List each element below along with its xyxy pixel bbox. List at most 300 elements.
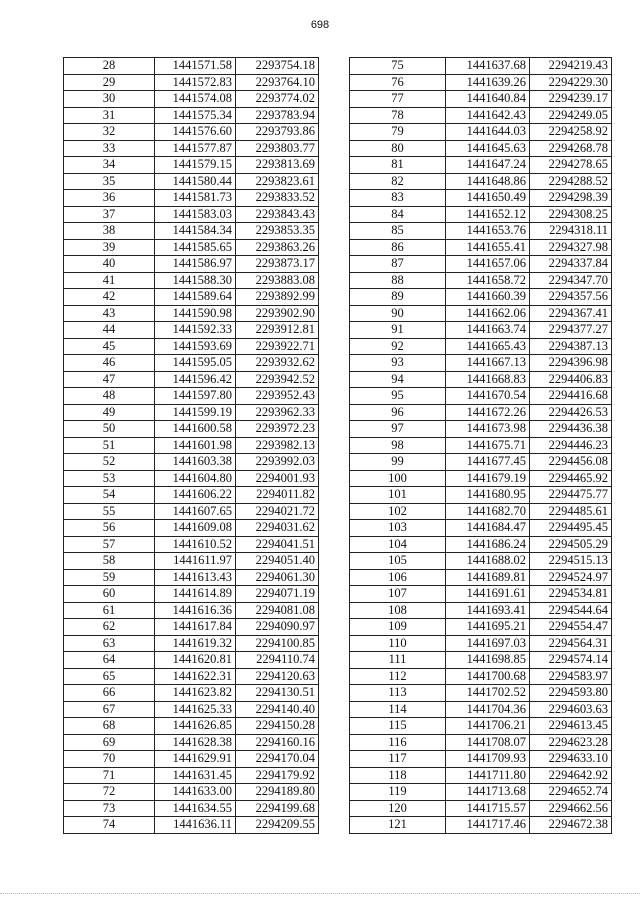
- y-coordinate-cell: 2294140.40: [236, 701, 319, 718]
- table-row: [350, 157, 612, 174]
- x-coordinate-cell: 1441662.06: [446, 305, 530, 322]
- point-number-cell: 38: [64, 223, 155, 240]
- y-coordinate-cell: 2294662.56: [530, 800, 612, 817]
- point-number-cell: 55: [64, 503, 155, 520]
- x-coordinate-cell: 1441599.19: [155, 404, 236, 421]
- y-coordinate-cell: 2294021.72: [236, 503, 319, 520]
- table-row: [350, 817, 612, 834]
- x-coordinate-cell: 1441590.98: [155, 305, 236, 322]
- x-coordinate-cell: 1441580.44: [155, 173, 236, 190]
- y-coordinate-cell: 2294179.92: [236, 767, 319, 784]
- point-number-cell: 74: [64, 817, 155, 834]
- table-row: [350, 256, 612, 273]
- point-number-cell: 109: [350, 619, 446, 636]
- table-row: [350, 800, 612, 817]
- point-number-cell: 87: [350, 256, 446, 273]
- y-coordinate-cell: 2294347.70: [530, 272, 612, 289]
- point-number-cell: 60: [64, 586, 155, 603]
- y-coordinate-cell: 2294209.55: [236, 817, 319, 834]
- x-coordinate-cell: 1441617.84: [155, 619, 236, 636]
- y-coordinate-cell: 2293873.17: [236, 256, 319, 273]
- table-row: [350, 536, 612, 553]
- y-coordinate-cell: 2294061.30: [236, 569, 319, 586]
- table-row: [64, 322, 319, 339]
- table-row: [350, 470, 612, 487]
- page-bottom-divider: [0, 893, 640, 894]
- y-coordinate-cell: 2294051.40: [236, 553, 319, 570]
- x-coordinate-cell: 1441589.64: [155, 289, 236, 306]
- x-coordinate-cell: 1441623.82: [155, 685, 236, 702]
- table-row: [64, 685, 319, 702]
- point-number-cell: 83: [350, 190, 446, 207]
- table-row: [350, 784, 612, 801]
- table-row: [64, 454, 319, 471]
- table-row: [350, 520, 612, 537]
- y-coordinate-cell: 2294377.27: [530, 322, 612, 339]
- point-number-cell: 92: [350, 338, 446, 355]
- table-row: [350, 668, 612, 685]
- y-coordinate-cell: 2294642.92: [530, 767, 612, 784]
- table-row: [64, 173, 319, 190]
- y-coordinate-cell: 2294456.08: [530, 454, 612, 471]
- point-number-cell: 90: [350, 305, 446, 322]
- y-coordinate-cell: 2293764.10: [236, 74, 319, 91]
- x-coordinate-cell: 1441684.47: [446, 520, 530, 537]
- y-coordinate-cell: 2294278.65: [530, 157, 612, 174]
- x-coordinate-cell: 1441597.80: [155, 388, 236, 405]
- table-row: [64, 289, 319, 306]
- point-number-cell: 101: [350, 487, 446, 504]
- x-coordinate-cell: 1441691.61: [446, 586, 530, 603]
- table-row: [350, 388, 612, 405]
- table-row: [350, 487, 612, 504]
- table-row: [64, 718, 319, 735]
- table-row: [350, 586, 612, 603]
- table-row: [350, 272, 612, 289]
- x-coordinate-cell: 1441583.03: [155, 206, 236, 223]
- x-coordinate-cell: 1441709.93: [446, 751, 530, 768]
- point-number-cell: 99: [350, 454, 446, 471]
- point-number-cell: 96: [350, 404, 446, 421]
- table-row: [350, 305, 612, 322]
- point-number-cell: 58: [64, 553, 155, 570]
- point-number-cell: 76: [350, 74, 446, 91]
- point-number-cell: 105: [350, 553, 446, 570]
- x-coordinate-cell: 1441702.52: [446, 685, 530, 702]
- x-coordinate-cell: 1441610.52: [155, 536, 236, 553]
- y-coordinate-cell: 2294357.56: [530, 289, 612, 306]
- x-coordinate-cell: 1441606.22: [155, 487, 236, 504]
- x-coordinate-cell: 1441626.85: [155, 718, 236, 735]
- point-number-cell: 85: [350, 223, 446, 240]
- x-coordinate-cell: 1441672.26: [446, 404, 530, 421]
- y-coordinate-cell: 2294554.47: [530, 619, 612, 636]
- table-row: [64, 107, 319, 124]
- y-coordinate-cell: 2294524.97: [530, 569, 612, 586]
- point-number-cell: 31: [64, 107, 155, 124]
- table-row: [350, 239, 612, 256]
- y-coordinate-cell: 2294475.77: [530, 487, 612, 504]
- y-coordinate-cell: 2293992.03: [236, 454, 319, 471]
- y-coordinate-cell: 2293902.90: [236, 305, 319, 322]
- y-coordinate-cell: 2293774.02: [236, 91, 319, 108]
- table-row: [64, 74, 319, 91]
- x-coordinate-cell: 1441574.08: [155, 91, 236, 108]
- y-coordinate-cell: 2294367.41: [530, 305, 612, 322]
- y-coordinate-cell: 2294001.93: [236, 470, 319, 487]
- table-row: [64, 371, 319, 388]
- table-row: [64, 553, 319, 570]
- x-coordinate-cell: 1441636.11: [155, 817, 236, 834]
- x-coordinate-cell: 1441592.33: [155, 322, 236, 339]
- point-number-cell: 120: [350, 800, 446, 817]
- x-coordinate-cell: 1441576.60: [155, 124, 236, 141]
- table-row: [64, 520, 319, 537]
- x-coordinate-cell: 1441655.41: [446, 239, 530, 256]
- x-coordinate-cell: 1441670.54: [446, 388, 530, 405]
- point-number-cell: 33: [64, 140, 155, 157]
- x-coordinate-cell: 1441631.45: [155, 767, 236, 784]
- table-row: [64, 190, 319, 207]
- point-number-cell: 100: [350, 470, 446, 487]
- point-number-cell: 118: [350, 767, 446, 784]
- x-coordinate-cell: 1441622.31: [155, 668, 236, 685]
- x-coordinate-cell: 1441700.68: [446, 668, 530, 685]
- table-row: [350, 322, 612, 339]
- y-coordinate-cell: 2293754.18: [236, 58, 319, 75]
- point-number-cell: 62: [64, 619, 155, 636]
- table-row: [64, 619, 319, 636]
- point-number-cell: 44: [64, 322, 155, 339]
- point-number-cell: 115: [350, 718, 446, 735]
- table-row: [350, 701, 612, 718]
- x-coordinate-cell: 1441604.80: [155, 470, 236, 487]
- y-coordinate-cell: 2293892.99: [236, 289, 319, 306]
- x-coordinate-cell: 1441708.07: [446, 734, 530, 751]
- x-coordinate-cell: 1441577.87: [155, 140, 236, 157]
- point-number-cell: 35: [64, 173, 155, 190]
- y-coordinate-cell: 2293942.52: [236, 371, 319, 388]
- y-coordinate-cell: 2293843.43: [236, 206, 319, 223]
- point-number-cell: 84: [350, 206, 446, 223]
- point-number-cell: 75: [350, 58, 446, 75]
- y-coordinate-cell: 2294613.45: [530, 718, 612, 735]
- table-row: [350, 74, 612, 91]
- y-coordinate-cell: 2294110.74: [236, 652, 319, 669]
- y-coordinate-cell: 2294041.51: [236, 536, 319, 553]
- coordinates-table-left: [63, 57, 319, 834]
- x-coordinate-cell: 1441600.58: [155, 421, 236, 438]
- point-number-cell: 63: [64, 635, 155, 652]
- point-number-cell: 46: [64, 355, 155, 372]
- x-coordinate-cell: 1441682.70: [446, 503, 530, 520]
- y-coordinate-cell: 2294229.30: [530, 74, 612, 91]
- y-coordinate-cell: 2294446.23: [530, 437, 612, 454]
- table-row: [350, 767, 612, 784]
- y-coordinate-cell: 2294268.78: [530, 140, 612, 157]
- y-coordinate-cell: 2293962.33: [236, 404, 319, 421]
- y-coordinate-cell: 2294288.52: [530, 173, 612, 190]
- table-row: [64, 140, 319, 157]
- y-coordinate-cell: 2294318.11: [530, 223, 612, 240]
- x-coordinate-cell: 1441634.55: [155, 800, 236, 817]
- point-number-cell: 86: [350, 239, 446, 256]
- y-coordinate-cell: 2294071.19: [236, 586, 319, 603]
- y-coordinate-cell: 2294465.92: [530, 470, 612, 487]
- table-row: [64, 503, 319, 520]
- x-coordinate-cell: 1441585.65: [155, 239, 236, 256]
- table-row: [350, 107, 612, 124]
- table-row: [350, 421, 612, 438]
- y-coordinate-cell: 2294150.28: [236, 718, 319, 735]
- y-coordinate-cell: 2294603.63: [530, 701, 612, 718]
- y-coordinate-cell: 2294298.39: [530, 190, 612, 207]
- coordinates-table-right: [349, 57, 612, 834]
- y-coordinate-cell: 2294249.05: [530, 107, 612, 124]
- table-row: [64, 223, 319, 240]
- y-coordinate-cell: 2294219.43: [530, 58, 612, 75]
- x-coordinate-cell: 1441596.42: [155, 371, 236, 388]
- y-coordinate-cell: 2294495.45: [530, 520, 612, 537]
- point-number-cell: 39: [64, 239, 155, 256]
- y-coordinate-cell: 2293982.13: [236, 437, 319, 454]
- x-coordinate-cell: 1441715.57: [446, 800, 530, 817]
- x-coordinate-cell: 1441611.97: [155, 553, 236, 570]
- y-coordinate-cell: 2294160.16: [236, 734, 319, 751]
- table-row: [64, 602, 319, 619]
- x-coordinate-cell: 1441625.33: [155, 701, 236, 718]
- table-row: [64, 404, 319, 421]
- y-coordinate-cell: 2294406.83: [530, 371, 612, 388]
- point-number-cell: 102: [350, 503, 446, 520]
- y-coordinate-cell: 2294081.08: [236, 602, 319, 619]
- point-number-cell: 69: [64, 734, 155, 751]
- y-coordinate-cell: 2293972.23: [236, 421, 319, 438]
- point-number-cell: 34: [64, 157, 155, 174]
- x-coordinate-cell: 1441584.34: [155, 223, 236, 240]
- x-coordinate-cell: 1441657.06: [446, 256, 530, 273]
- y-coordinate-cell: 2294574.14: [530, 652, 612, 669]
- point-number-cell: 116: [350, 734, 446, 751]
- x-coordinate-cell: 1441717.46: [446, 817, 530, 834]
- table-row: [64, 668, 319, 685]
- table-row: [64, 817, 319, 834]
- table-row: [350, 124, 612, 141]
- y-coordinate-cell: 2294672.38: [530, 817, 612, 834]
- x-coordinate-cell: 1441640.84: [446, 91, 530, 108]
- point-number-cell: 32: [64, 124, 155, 141]
- y-coordinate-cell: 2293932.62: [236, 355, 319, 372]
- point-number-cell: 37: [64, 206, 155, 223]
- table-row: [64, 124, 319, 141]
- point-number-cell: 110: [350, 635, 446, 652]
- point-number-cell: 94: [350, 371, 446, 388]
- y-coordinate-cell: 2294583.97: [530, 668, 612, 685]
- point-number-cell: 48: [64, 388, 155, 405]
- table-row: [64, 652, 319, 669]
- x-coordinate-cell: 1441704.36: [446, 701, 530, 718]
- y-coordinate-cell: 2294199.68: [236, 800, 319, 817]
- table-row: [64, 58, 319, 75]
- table-row: [350, 371, 612, 388]
- table-row: [350, 619, 612, 636]
- x-coordinate-cell: 1441697.03: [446, 635, 530, 652]
- table-row: [350, 454, 612, 471]
- y-coordinate-cell: 2294396.98: [530, 355, 612, 372]
- table-row: [64, 256, 319, 273]
- table-row: [350, 685, 612, 702]
- table-row: [64, 569, 319, 586]
- table-row: [350, 140, 612, 157]
- point-number-cell: 114: [350, 701, 446, 718]
- y-coordinate-cell: 2293912.81: [236, 322, 319, 339]
- x-coordinate-cell: 1441665.43: [446, 338, 530, 355]
- table-row: [350, 223, 612, 240]
- x-coordinate-cell: 1441579.15: [155, 157, 236, 174]
- table-row: [350, 751, 612, 768]
- y-coordinate-cell: 2293793.86: [236, 124, 319, 141]
- y-coordinate-cell: 2294416.68: [530, 388, 612, 405]
- table-row: [64, 487, 319, 504]
- point-number-cell: 121: [350, 817, 446, 834]
- x-coordinate-cell: 1441603.38: [155, 454, 236, 471]
- y-coordinate-cell: 2294623.28: [530, 734, 612, 751]
- x-coordinate-cell: 1441593.69: [155, 338, 236, 355]
- table-row: [350, 58, 612, 75]
- point-number-cell: 77: [350, 91, 446, 108]
- y-coordinate-cell: 2294130.51: [236, 685, 319, 702]
- y-coordinate-cell: 2294593.80: [530, 685, 612, 702]
- table-row: [64, 305, 319, 322]
- y-coordinate-cell: 2293922.71: [236, 338, 319, 355]
- x-coordinate-cell: 1441609.08: [155, 520, 236, 537]
- table-row: [64, 338, 319, 355]
- x-coordinate-cell: 1441633.00: [155, 784, 236, 801]
- x-coordinate-cell: 1441686.24: [446, 536, 530, 553]
- x-coordinate-cell: 1441647.24: [446, 157, 530, 174]
- table-row: [64, 355, 319, 372]
- x-coordinate-cell: 1441698.85: [446, 652, 530, 669]
- x-coordinate-cell: 1441660.39: [446, 289, 530, 306]
- x-coordinate-cell: 1441688.02: [446, 553, 530, 570]
- x-coordinate-cell: 1441679.19: [446, 470, 530, 487]
- point-number-cell: 119: [350, 784, 446, 801]
- x-coordinate-cell: 1441658.72: [446, 272, 530, 289]
- y-coordinate-cell: 2294387.13: [530, 338, 612, 355]
- x-coordinate-cell: 1441652.12: [446, 206, 530, 223]
- x-coordinate-cell: 1441711.80: [446, 767, 530, 784]
- table-row: [350, 569, 612, 586]
- x-coordinate-cell: 1441571.58: [155, 58, 236, 75]
- table-row: [64, 784, 319, 801]
- table-row: [64, 437, 319, 454]
- x-coordinate-cell: 1441667.13: [446, 355, 530, 372]
- table-row: [350, 355, 612, 372]
- point-number-cell: 81: [350, 157, 446, 174]
- point-number-cell: 56: [64, 520, 155, 537]
- table-row: [64, 767, 319, 784]
- table-row: [350, 190, 612, 207]
- table-row: [64, 421, 319, 438]
- point-number-cell: 91: [350, 322, 446, 339]
- point-number-cell: 65: [64, 668, 155, 685]
- point-number-cell: 64: [64, 652, 155, 669]
- point-number-cell: 113: [350, 685, 446, 702]
- y-coordinate-cell: 2294544.64: [530, 602, 612, 619]
- table-row: [64, 635, 319, 652]
- table-row: [350, 734, 612, 751]
- x-coordinate-cell: 1441642.43: [446, 107, 530, 124]
- x-coordinate-cell: 1441620.81: [155, 652, 236, 669]
- x-coordinate-cell: 1441663.74: [446, 322, 530, 339]
- point-number-cell: 108: [350, 602, 446, 619]
- point-number-cell: 103: [350, 520, 446, 537]
- point-number-cell: 30: [64, 91, 155, 108]
- table-row: [350, 602, 612, 619]
- x-coordinate-cell: 1441628.38: [155, 734, 236, 751]
- y-coordinate-cell: 2294120.63: [236, 668, 319, 685]
- point-number-cell: 67: [64, 701, 155, 718]
- y-coordinate-cell: 2294258.92: [530, 124, 612, 141]
- x-coordinate-cell: 1441644.03: [446, 124, 530, 141]
- point-number-cell: 49: [64, 404, 155, 421]
- x-coordinate-cell: 1441637.68: [446, 58, 530, 75]
- y-coordinate-cell: 2293803.77: [236, 140, 319, 157]
- point-number-cell: 82: [350, 173, 446, 190]
- table-row: [64, 800, 319, 817]
- y-coordinate-cell: 2294426.53: [530, 404, 612, 421]
- x-coordinate-cell: 1441689.81: [446, 569, 530, 586]
- y-coordinate-cell: 2294436.38: [530, 421, 612, 438]
- y-coordinate-cell: 2293853.35: [236, 223, 319, 240]
- point-number-cell: 117: [350, 751, 446, 768]
- y-coordinate-cell: 2293952.43: [236, 388, 319, 405]
- y-coordinate-cell: 2294031.62: [236, 520, 319, 537]
- x-coordinate-cell: 1441581.73: [155, 190, 236, 207]
- x-coordinate-cell: 1441575.34: [155, 107, 236, 124]
- point-number-cell: 104: [350, 536, 446, 553]
- y-coordinate-cell: 2294170.04: [236, 751, 319, 768]
- point-number-cell: 36: [64, 190, 155, 207]
- x-coordinate-cell: 1441629.91: [155, 751, 236, 768]
- point-number-cell: 43: [64, 305, 155, 322]
- point-number-cell: 57: [64, 536, 155, 553]
- point-number-cell: 42: [64, 289, 155, 306]
- point-number-cell: 47: [64, 371, 155, 388]
- table-row: [350, 338, 612, 355]
- x-coordinate-cell: 1441648.86: [446, 173, 530, 190]
- x-coordinate-cell: 1441614.89: [155, 586, 236, 603]
- y-coordinate-cell: 2294239.17: [530, 91, 612, 108]
- point-number-cell: 112: [350, 668, 446, 685]
- table-row: [64, 470, 319, 487]
- point-number-cell: 68: [64, 718, 155, 735]
- table-row: [350, 635, 612, 652]
- table-row: [64, 751, 319, 768]
- x-coordinate-cell: 1441680.95: [446, 487, 530, 504]
- y-coordinate-cell: 2294189.80: [236, 784, 319, 801]
- y-coordinate-cell: 2294100.85: [236, 635, 319, 652]
- point-number-cell: 59: [64, 569, 155, 586]
- table-row: [64, 388, 319, 405]
- point-number-cell: 72: [64, 784, 155, 801]
- table-row: [350, 206, 612, 223]
- x-coordinate-cell: 1441607.65: [155, 503, 236, 520]
- x-coordinate-cell: 1441675.71: [446, 437, 530, 454]
- y-coordinate-cell: 2294308.25: [530, 206, 612, 223]
- x-coordinate-cell: 1441588.30: [155, 272, 236, 289]
- table-row: [64, 734, 319, 751]
